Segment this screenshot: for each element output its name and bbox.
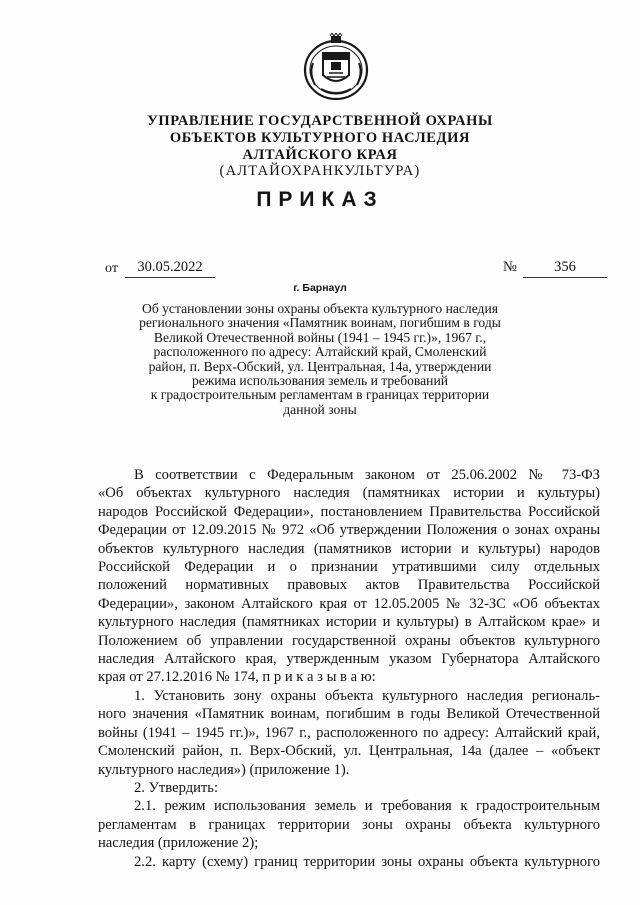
body-line: Положением об управлении государственной охраны объектов культурного [98,632,600,649]
body-line: положений нормативных правовых актов Правительства Российской [98,577,600,594]
number-label: № [503,259,517,275]
body-line: 2.2. карту (схему) границ территории зоны охраны объекта культурного [134,853,600,870]
body-line: 2. Утвердить: [134,779,219,796]
subject-line: район, п. Верх-Обский, ул. Центральная, 14а, утверждении [148,358,492,374]
body-line: ного значения «Памятник воинам, погибшим в годы Великой Отечественной [98,706,600,723]
body-line: «Об объектах культурного наследия (памятниках истории и культуры) [98,485,600,502]
body-line: Федерации», законом Алтайского края от 12.05.2005 № 32-ЗС «Об объектах [98,595,600,612]
body-line: В соответствии с Федеральным законом от 25.06.2002 № 73-ФЗ [134,467,600,483]
subject-line: Великой Отечественной войны (1941 – 1945 гг.)», 1967 г., [153,329,487,345]
body-line: объектов культурного наследия (памятников истории и культуры) народов [98,540,600,557]
subject-line: расположенного по адресу: Алтайский край, Смоленский [153,344,487,360]
subject-line: режима использования земель и требований [191,373,449,389]
body-line: наследия (приложение 2); [98,835,259,852]
city-name: г. Барнаул [293,282,347,294]
body-line: 2.1. режим использования земель и требования к градостроительным [134,798,600,815]
body-line: народов Российской Федерации», постановлением Правительства Российской [98,503,600,520]
subject-line: Об установлении зоны охраны объекта культурного наследия [142,301,498,316]
organization-name-line-2: ОБЪЕКТОВ КУЛЬТУРНОГО НАСЛЕДИЯ [169,130,471,146]
organization-name-line-3: АЛТАЙСКОГО КРАЯ [242,147,398,163]
coat-of-arms-icon [301,33,371,103]
date-label: от [105,261,118,276]
organization-name-line-1: УПРАВЛЕНИЕ ГОСУДАРСТВЕННОЙ ОХРАНЫ [147,113,493,129]
subject-line: данной зоны [283,401,357,417]
body-line: войны (1941 – 1945 гг.)», 1967 г., расположенного по адресу: Алтайский край, [98,724,600,741]
order-subject [120,302,520,417]
order-date: 30.05.2022 [125,259,215,278]
subject-line: к градостроительным регламентам в границах территории [150,387,490,403]
document-title: ПРИКАЗ [256,188,384,211]
body-line: наследия Алтайского края, утвержденным указом Губернатора Алтайского [98,651,600,668]
order-body [98,466,600,871]
body-line: культурного наследия») (приложение 1). [98,761,350,778]
body-line: регламентам в границах территории зоны охраны объекта культурного [98,816,600,833]
body-line: Российской Федерации и о признании утратившими силу отдельных [98,559,600,576]
order-number: 356 [523,259,607,278]
body-line: Смоленский район, п. Верх-Обский, ул. Центральная, 14а (далее – «объект [98,743,600,760]
subject-line: регионального значения «Памятник воинам, погибшим в годы [139,315,501,331]
body-line: Федерации от 12.09.2015 № 972 «Об утверждении Положения о зонах охраны [98,522,600,539]
body-line: 1. Установить зону охраны объекта культурного наследия региональ- [134,687,600,704]
organization-abbreviation: (АЛТАЙОХРАНКУЛЬТУРА) [219,163,421,179]
body-line: края от 27.12.2016 № 174, п р и к а з ы в а ю: [98,669,376,686]
body-line: культурного наследия (памятниках истории и культуры) в Алтайском крае» и [98,614,600,631]
